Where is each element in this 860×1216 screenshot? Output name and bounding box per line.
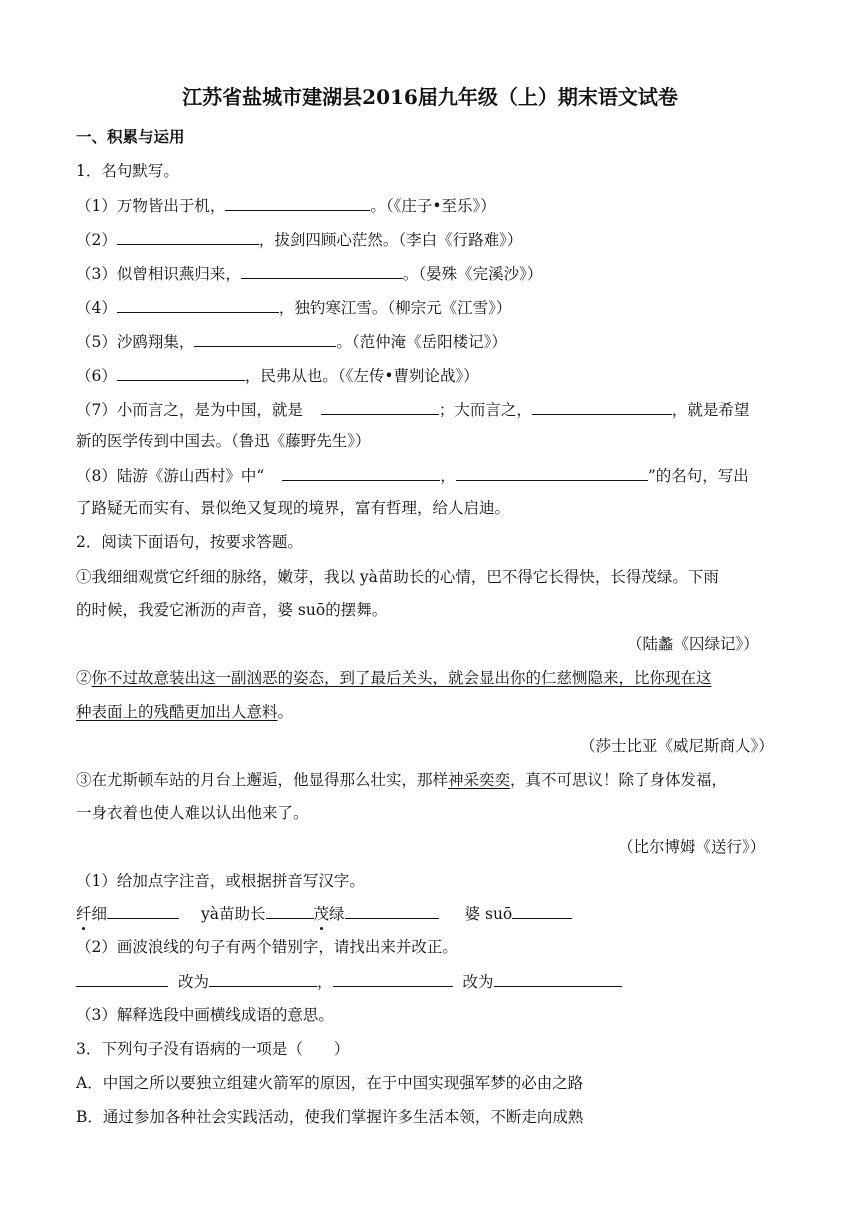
passage-source: （比尔博姆《送行》） [618,838,766,856]
q2-subq-2: （2）画波浪线的句子有两个错别字，请找出来并改正。 [76,938,458,956]
q2-subq-3: （3）解释选段中画横线成语的意思。 [76,1006,334,1024]
q1-item-4: （4） ，独钓寒江雪。（柳宗元《江雪》） [76,296,511,319]
answer-blank[interactable] [345,902,439,919]
q1-item-7-cont: 新的医学传到中国去。（鲁迅《藤野先生》） [76,432,371,450]
answer-blank[interactable] [333,970,453,987]
answer-blank[interactable] [117,228,259,245]
q1-item-8-cont: 了路疑无而实有、景似绝又复现的境界，富有哲理，给人启迪。 [76,499,511,517]
answer-blank[interactable] [456,464,648,481]
answer-blank[interactable] [282,464,440,481]
passage-source: （莎士比亚《威尼斯商人》） [580,737,774,755]
q2-passage-3: ③在尤斯顿车站的月台上邂逅，他显得那么壮实，那样神采奕奕，真不可思议！除了身体发福， [76,771,728,789]
answer-blank[interactable] [194,330,336,347]
q2-stem: 2．阅读下面语句，按要求答题。 [76,533,303,551]
q2-passage-1-cont: 的时候，我爱它淅沥的声音，婆 suō的摆舞。 [76,601,388,619]
answer-blank[interactable] [321,398,439,415]
answer-blank[interactable] [117,364,245,381]
answer-blank[interactable] [266,902,314,919]
underlined-idiom: 神采奕奕 [448,771,511,789]
q1-item-1: （1）万物皆出于机， 。（《庄子•至乐》） [76,194,496,217]
q1-item-8: （8）陆游《游山西村》中“ ， ”的名句，写出 [76,464,749,487]
answer-blank[interactable] [512,902,572,919]
passage-source: （陆蠡《囚绿记》） [627,635,759,653]
answer-blank[interactable] [241,262,403,279]
q1-item-6: （6） ，民弗从也。（《左传•曹刿论战》） [76,364,479,387]
q3-stem: 3．下列句子没有语病的一项是（ ） [76,1040,350,1058]
section-heading: 一、积累与运用 [76,127,185,146]
q1-item-3: （3）似曾相识燕归来， 。（晏殊《完溪沙》） [76,262,542,285]
answer-blank[interactable] [532,398,672,415]
q1-item-2: （2） ，拔剑四顾心茫然。（李白《行路难》） [76,228,522,251]
q2-passage-2-cont: 种表面上的残酷更加出人意料。 [76,703,294,721]
q3-option-b[interactable]: B．通过参加各种社会实践活动，使我们掌握许多生活本领，不断走向成熟 [76,1108,584,1126]
wavy-line-sentence-cont: 种表面上的残酷更加出人意料 [76,703,278,721]
q2-subq-1-blanks: 纤细 yà苗助长 茂绿 婆 suō [76,902,572,925]
q3-option-a[interactable]: A．中国之所以要独立组建火箭军的原因，在于中国实现强军梦的必由之路 [76,1074,584,1092]
exam-title: 江苏省盐城市建湖县2016届九年级（上）期末语文试卷 [182,85,678,109]
wavy-line-sentence: 你不过故意装出这一副汹恶的姿态，到了最后关头，就会显出你的仁慈恻隐来，比你现在这 [91,669,712,687]
answer-blank[interactable] [117,296,279,313]
answer-blank[interactable] [494,970,622,987]
answer-blank[interactable] [76,970,168,987]
q2-passage-3-cont: 一身衣着也使人难以认出他来了。 [76,804,309,822]
answer-blank[interactable] [209,970,317,987]
q1-item-7: （7）小而言之，是为中国，就是 ；大而言之， ，就是希望 [76,398,749,421]
answer-blank[interactable] [107,902,179,919]
q2-passage-2: ②你不过故意装出这一副汹恶的姿态，到了最后关头，就会显出你的仁慈恻隐来，比你现在这 [76,669,712,687]
q2-passage-1: ①我细细观赏它纤细的脉络，嫩芽，我以 yà苗助长的心情，巴不得它长得快，长得茂绿。下雨 [76,568,719,586]
answer-blank[interactable] [225,194,370,211]
q1-stem: 1．名句默写。 [76,162,179,180]
q1-item-5: （5）沙鸥翔集， 。（范仲淹《岳阳楼记》） [76,330,507,353]
q2-subq-2-blanks: 改为 ， 改为 [76,970,622,993]
q2-subq-1: （1）给加点字注音，或根据拼音写汉字。 [76,872,365,890]
